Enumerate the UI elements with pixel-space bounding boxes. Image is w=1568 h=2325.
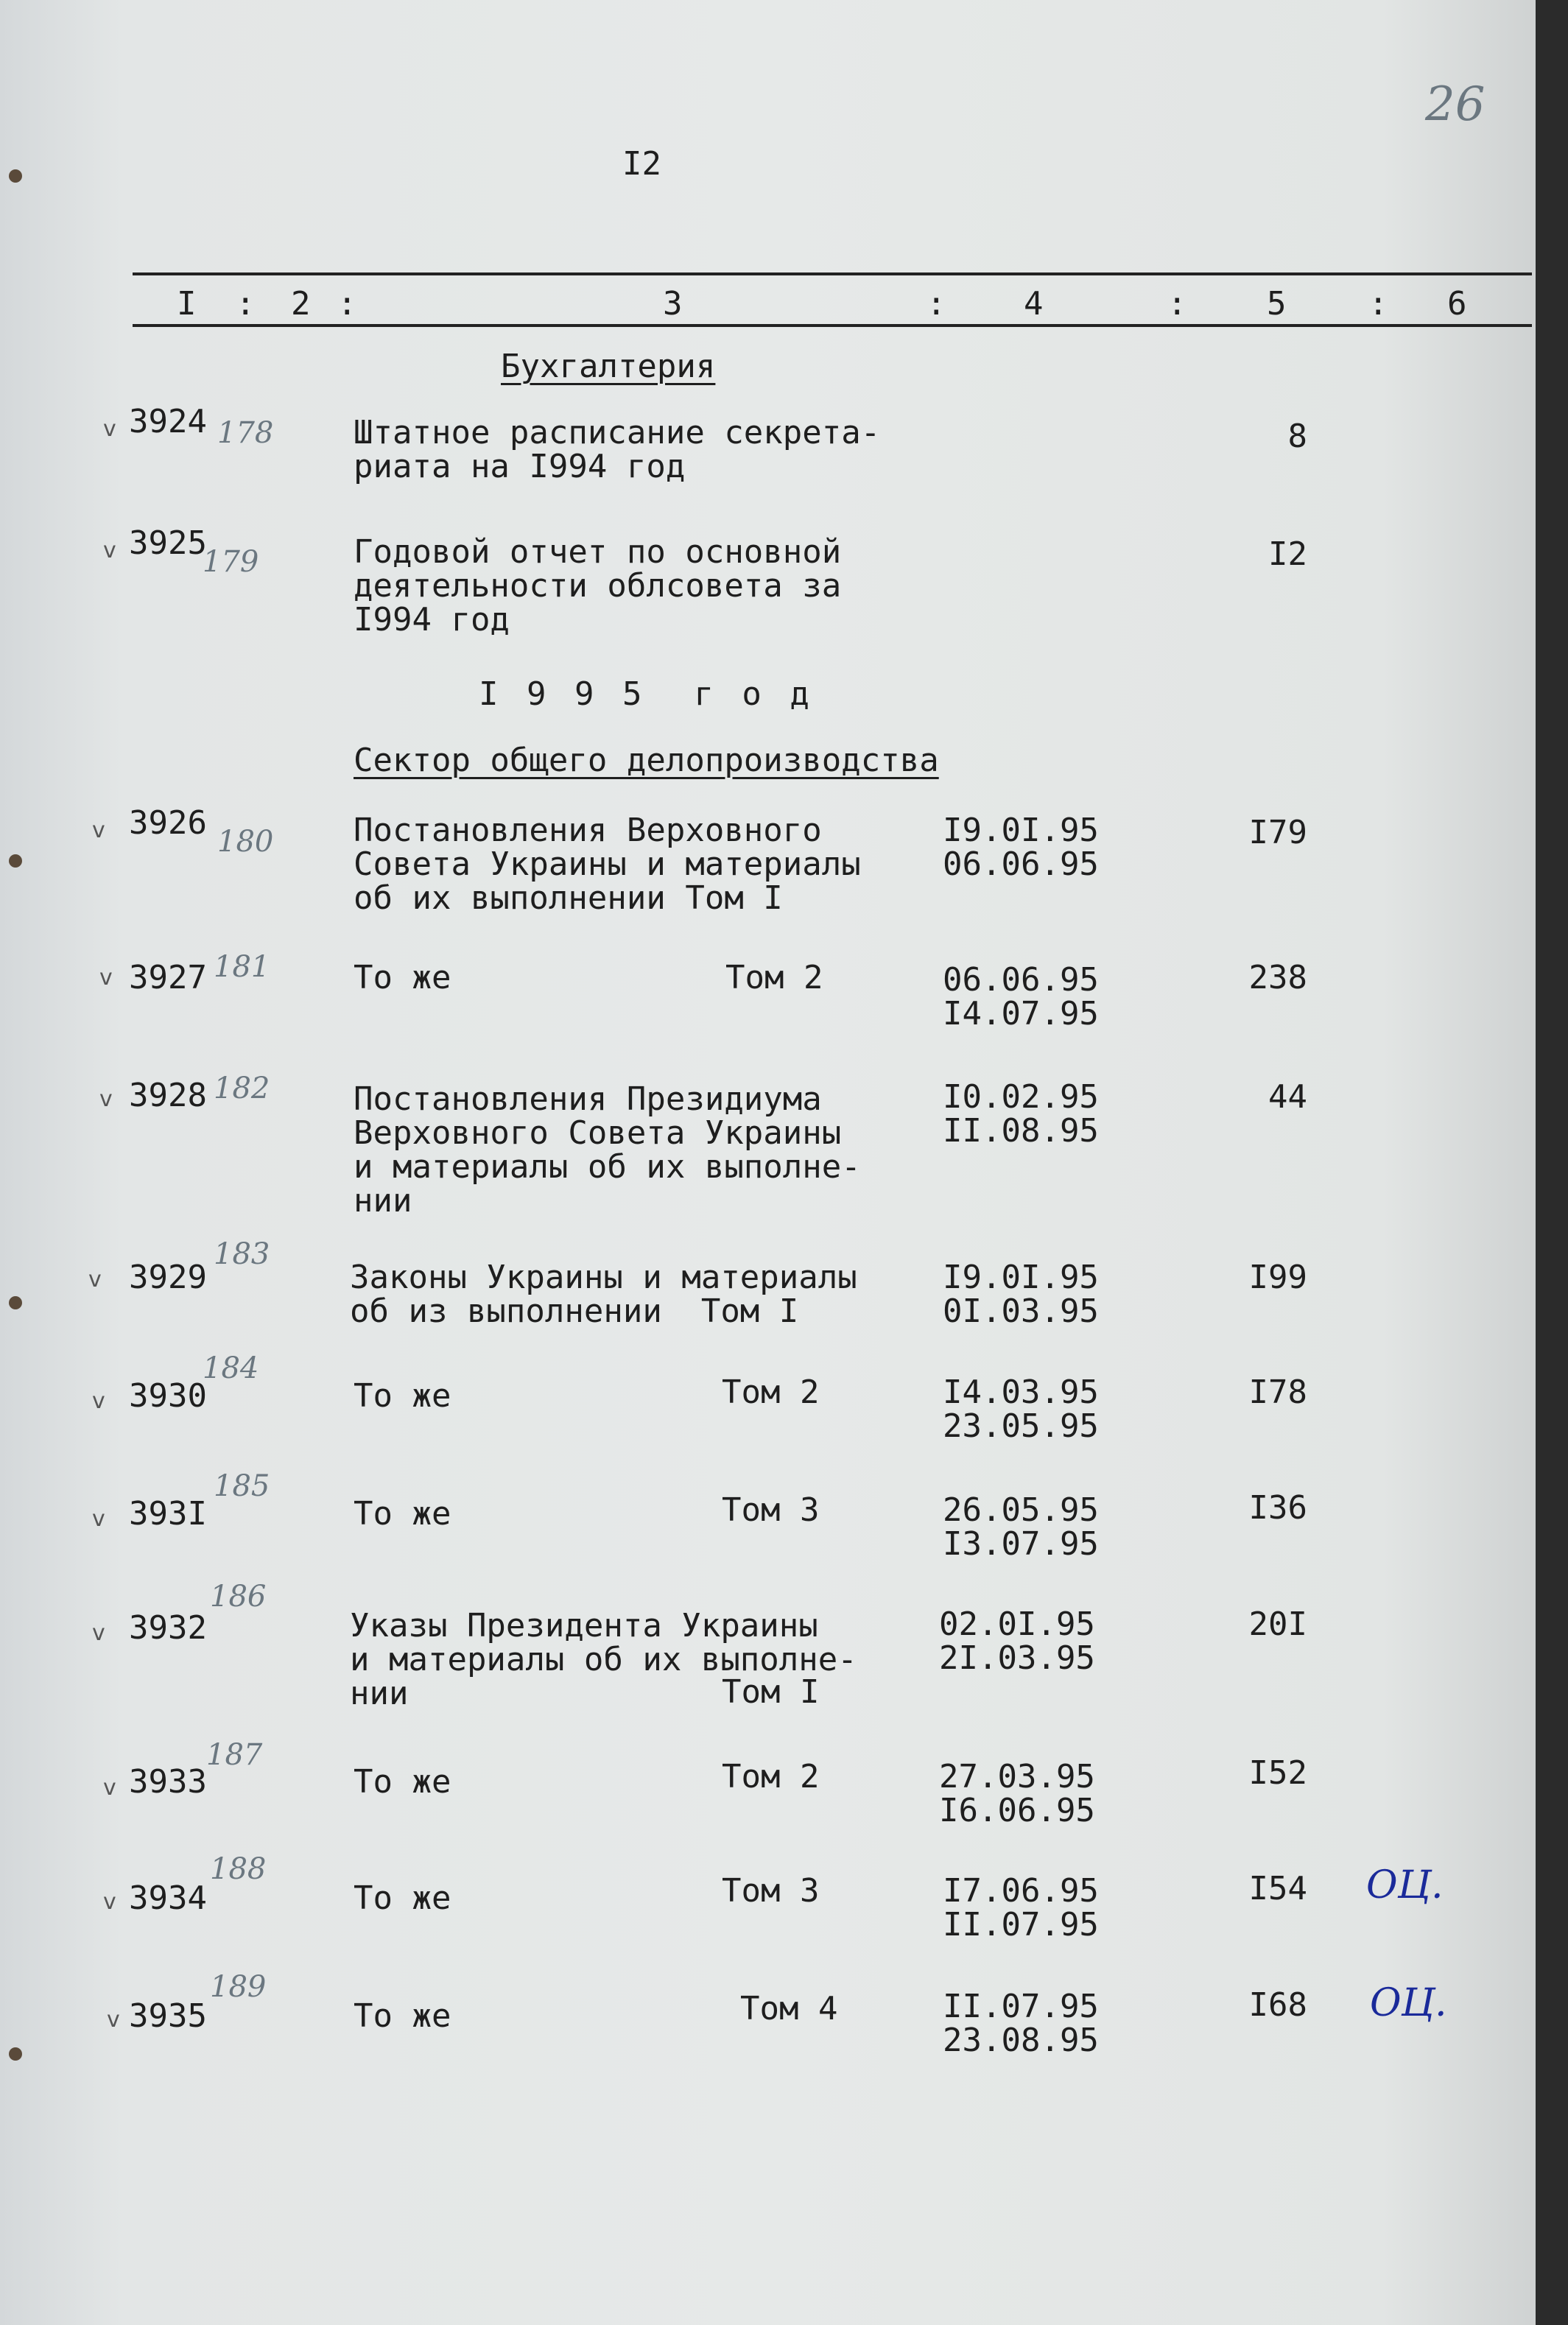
header-sep: : [1167, 285, 1187, 323]
binding-hole [9, 854, 22, 868]
check-mark: v [92, 1620, 105, 1646]
check-mark: v [103, 1775, 116, 1801]
sequence-number: 184 [203, 1351, 259, 1385]
volume: Том 4 [740, 1990, 838, 2027]
sheet-count: 44 [1268, 1078, 1307, 1116]
file-title: Законы Украины и материалы об из выполнении Том I [350, 1259, 857, 1330]
section-heading-accounting: Бухгалтерия [501, 348, 716, 385]
section-heading-year: I 9 9 5 г о д [479, 675, 814, 713]
sequence-number: 182 [214, 1072, 270, 1105]
file-dates: I7.06.95 II.07.95 [943, 1872, 1099, 1944]
file-dates: I0.02.95 II.08.95 [943, 1078, 1099, 1150]
file-dates: II.07.95 23.08.95 [943, 1988, 1099, 2059]
sheet-count: I54 [1248, 1870, 1307, 1907]
check-mark: v [103, 1889, 116, 1915]
volume: Том 2 [722, 1373, 820, 1411]
header-sep: : [337, 285, 357, 323]
header-col-4: 4 [1024, 285, 1044, 323]
sequence-number: 179 [203, 545, 259, 579]
check-mark: v [103, 538, 116, 563]
file-title: Постановления Верховного Совета Украины и материалы об их выполнении Том I [354, 812, 861, 917]
sheet-count: 8 [1287, 418, 1307, 455]
file-title: То же [354, 1495, 451, 1533]
file-number: 3924 [129, 403, 207, 440]
sequence-number: 178 [217, 416, 274, 450]
file-number: 3935 [129, 1997, 207, 2035]
volume: Том 3 [722, 1872, 820, 1910]
sequence-number: 189 [210, 1970, 267, 2004]
file-title: То же [354, 1377, 451, 1415]
sequence-number: 180 [217, 825, 274, 859]
sheet-count: 20I [1248, 1605, 1307, 1643]
check-mark: v [92, 1506, 105, 1532]
binding-hole [9, 2047, 22, 2061]
sheet-count: I2 [1268, 535, 1307, 573]
original-copy-mark: ОЦ. [1370, 1981, 1447, 2025]
file-number: 3932 [129, 1609, 207, 1647]
file-number: 3929 [129, 1259, 207, 1296]
sequence-number: 186 [210, 1580, 267, 1614]
header-sep: : [236, 285, 256, 323]
file-number: 3926 [129, 804, 207, 842]
sequence-number: 187 [206, 1738, 263, 1772]
file-title: То же [354, 1763, 451, 1801]
sheet-count: I99 [1248, 1259, 1307, 1296]
check-mark: v [99, 1086, 113, 1112]
header-col-5: 5 [1267, 285, 1287, 323]
header-bottom-rule [133, 324, 1532, 327]
sheet-count: I52 [1248, 1754, 1307, 1792]
volume: Том I [722, 1673, 820, 1711]
file-number: 3927 [129, 959, 207, 996]
check-mark: v [88, 1267, 102, 1292]
header-top-rule [133, 272, 1532, 275]
file-title: То же [354, 1879, 451, 1917]
sheet-count: I79 [1248, 814, 1307, 851]
archive-page-number: 26 [1425, 77, 1486, 132]
file-title: Указы Президента Украины и материалы об их выполне- нии [350, 1607, 857, 1712]
check-mark: v [92, 817, 105, 843]
file-dates: 26.05.95 I3.07.95 [943, 1491, 1099, 1563]
sequence-number: 181 [214, 950, 270, 984]
sequence-number: 183 [214, 1237, 270, 1271]
file-number: 3933 [129, 1763, 207, 1801]
volume: Том 2 [725, 959, 823, 996]
header-col-2: 2 [291, 285, 311, 323]
file-dates: I4.03.95 23.05.95 [943, 1373, 1099, 1445]
file-number: 3928 [129, 1077, 207, 1114]
file-title: То же [354, 959, 451, 996]
header-sep: : [1368, 285, 1388, 323]
binding-hole [9, 1296, 22, 1309]
check-mark: v [107, 2007, 120, 2033]
check-mark: v [99, 965, 113, 991]
section-heading-general-office: Сектор общего делопроизводства [354, 742, 939, 779]
file-dates: 06.06.95 I4.07.95 [943, 961, 1099, 1033]
file-number: 3925 [129, 524, 207, 562]
sheet-count: I68 [1248, 1986, 1307, 2024]
volume: Том 3 [722, 1491, 820, 1529]
check-mark: v [92, 1388, 105, 1414]
sequence-number: 188 [210, 1852, 267, 1886]
file-dates: 27.03.95 I6.06.95 [939, 1758, 1095, 1829]
file-title: Годовой отчет по основной деятельности облсовета за I994 год [354, 533, 842, 639]
header-col-1: I [177, 285, 197, 323]
sheet-count: I36 [1248, 1489, 1307, 1527]
file-title: Штатное расписание секрета- риата на I994 год [354, 414, 881, 485]
file-title: Постановления Президиума Верховного Совета Украины и материалы об их выполне- нии [354, 1080, 861, 1220]
file-dates: 02.0I.95 2I.03.95 [939, 1605, 1095, 1677]
file-number: 393I [129, 1495, 207, 1533]
page-number: I2 [622, 145, 661, 183]
file-number: 3930 [129, 1377, 207, 1415]
sheet-count: 238 [1248, 959, 1307, 996]
volume: Том 2 [722, 1758, 820, 1795]
sheet-count: I78 [1248, 1373, 1307, 1411]
binding-hole [9, 169, 22, 183]
sequence-number: 185 [214, 1469, 270, 1503]
header-col-3: 3 [663, 285, 683, 323]
check-mark: v [103, 416, 116, 442]
header-col-6: 6 [1447, 285, 1467, 323]
file-dates: I9.0I.95 06.06.95 [943, 812, 1099, 883]
file-title: То же [354, 1997, 451, 2035]
file-dates: I9.0I.95 0I.03.95 [943, 1259, 1099, 1330]
header-sep: : [927, 285, 946, 323]
file-number: 3934 [129, 1879, 207, 1917]
original-copy-mark: ОЦ. [1366, 1863, 1444, 1907]
